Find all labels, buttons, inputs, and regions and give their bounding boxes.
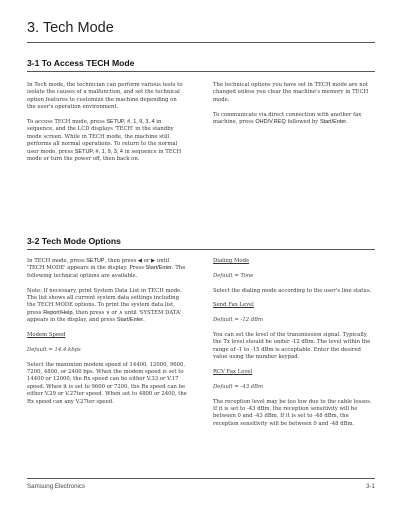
modem-speed-description: Select the maximum modem speed of 14400, 12000, 9600, 7200, 4800, or 2400 bps. When the modem speed is set to 14400 or 12000, the Rx speed can be either V.33 or V.17 speed. When it is set to 9600 or 7200, the Rx speed can be either V.29 or V.27ter speed. When set to 4800 or 2400, the Rx speed can any V.27ter speed.: [27, 361, 187, 405]
key-sequence: SETUP, #, 1, 9, 3, 4: [74, 148, 123, 155]
modem-speed-title: Modem Speed: [27, 332, 66, 339]
system-data-note-paragraph: [27, 288, 187, 325]
text-run: in sequence in TECH mode or turn the power off, then back on.: [27, 148, 182, 163]
text-run: In TECH mode, press: [27, 258, 87, 264]
text-run: in sequence, and the LCD displays 'TECH' in the standby mode screen. While in TECH mode, the machine still performs all normal operations. To return to the normal user mode, press: [27, 119, 178, 155]
dialing-mode-default: Default = Tone: [213, 272, 254, 279]
text-run: , then press ∨ or ∧ until 'SYSTEM DATA' appears in the display, and press: [27, 309, 182, 324]
section-heading-access: 3-1 To Access TECH Mode: [27, 58, 135, 68]
access-left-column: [27, 82, 187, 171]
key-name: SETUP: [86, 258, 105, 264]
chapter-title: 3. Tech Mode: [27, 20, 114, 36]
footer-page-number: 3-1: [366, 483, 375, 490]
options-intro-paragraph: [27, 258, 187, 280]
rcv-fax-level-description: The reception level may be too low due to the cable losses. If it is set to -43 dBm, the reception sensitivity will be between 0 and -43 dBm. If it is set to -48 dBm, the reception sensitivity will be between 0 and -48 dBm.: [213, 398, 372, 427]
key-name: Start/Enter: [319, 119, 347, 126]
send-fax-level-title: Send Fax Level: [213, 302, 254, 309]
options-right-column: [213, 258, 373, 436]
direct-connection-paragraph: [213, 112, 373, 127]
text-run: . The following technical options are available.: [27, 265, 186, 279]
key-name: Start/Enter: [116, 317, 144, 324]
key-name: Report/Help: [43, 309, 73, 316]
key-name: OHD/V.REQ: [255, 119, 286, 126]
footer-rule: [27, 478, 375, 479]
send-fax-level-default: Default = -12 dBm: [213, 317, 264, 324]
text-run: Note: If necessary, print System Data List in TECH mode. The list shows all current system data settings including the TECH MODE options. To print the system data list, press: [27, 287, 182, 316]
rcv-fax-level-title: RCV Fax Level: [213, 369, 253, 375]
text-run: , then press ◀ or ▶ until 'TECH MODE' appears in the display. Press: [27, 258, 170, 272]
text-run: .: [346, 119, 348, 126]
chapter-rule: [27, 42, 375, 43]
text-run: .: [143, 317, 145, 324]
text-run: To access TECH mode, press: [27, 119, 107, 126]
section-rule-options: [27, 249, 375, 250]
text-run: followed by: [285, 119, 320, 126]
send-fax-level-description: You can set the level of the transmission signal. Typically, the Tx level should be under -12 dBm. The level within the range of -1 to -15 dBm is acceptable. Enter the desired value using the number keypad.: [213, 331, 371, 361]
section-rule-access: [27, 71, 375, 72]
modem-speed-default: Default = 14.4 kbps: [27, 346, 81, 353]
key-name: Start/Enter: [145, 265, 172, 272]
dialing-mode-description: Select the dialing mode according to the user's line status.: [213, 287, 372, 294]
access-intro-paragraph: In Tech mode, the technician can perform various tests to isolate the causes of a malfunction, and set the technical option features to customize the machine depending on the user's operation environment.: [27, 82, 183, 111]
key-sequence: SETUP, #, 1, 9, 3, 4: [106, 119, 155, 126]
memory-note-paragraph: The technical options you have set in TECH mode are not changed unless you clear the machine's memory in TECH mode.: [213, 82, 369, 103]
access-right-column: [213, 82, 373, 134]
options-left-column: [27, 258, 187, 413]
access-instructions-paragraph: [27, 119, 187, 163]
footer-publisher: Samsung Electronics: [27, 483, 86, 490]
text-run: To communicate via direct connection with another fax machine, press: [213, 111, 362, 126]
section-heading-options: 3-2 Tech Mode Options: [27, 236, 121, 246]
dialing-mode-title: Dialing Mode: [213, 258, 250, 264]
rcv-fax-level-default: Default = -43 dBm: [213, 383, 264, 390]
